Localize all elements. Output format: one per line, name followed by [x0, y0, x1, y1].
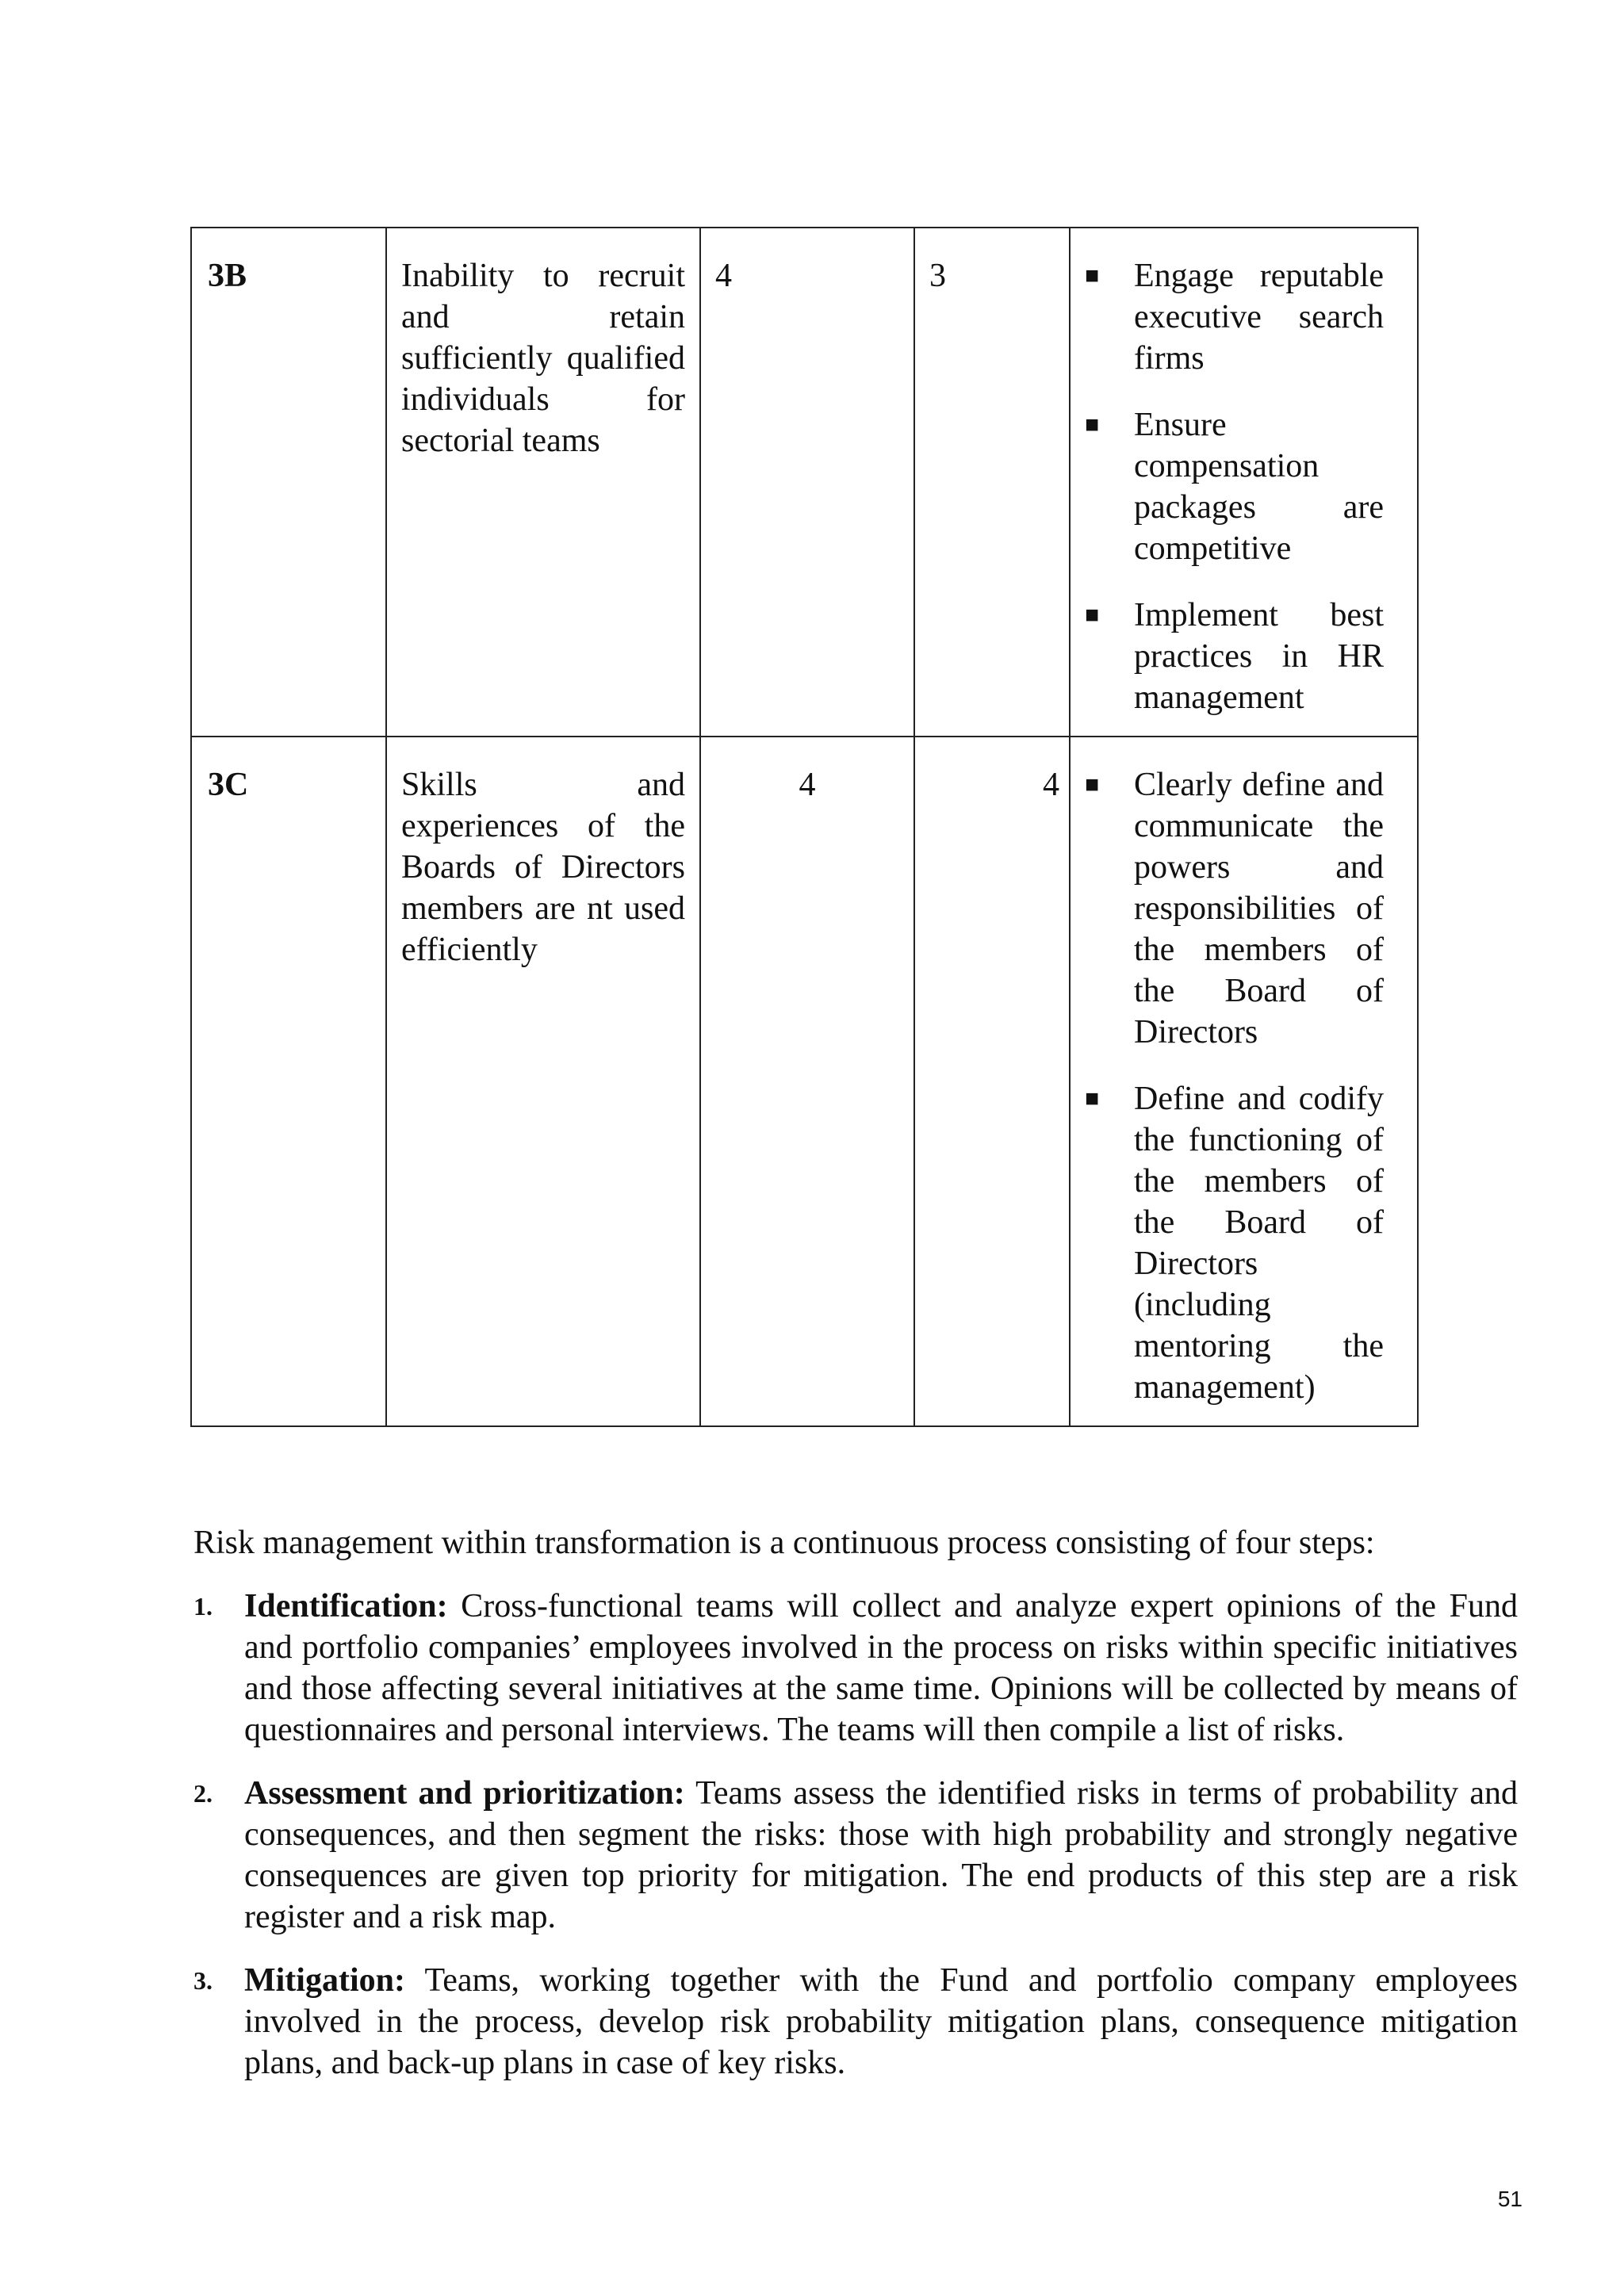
table-row [191, 228, 1418, 737]
step-text: Teams assess the identified risks in terms of probability and consequences, and then segment the risks: those with high probability and strongly negative consequences are given top priority for mitigation. The end products of this step are a risk register and a risk map. [244, 1775, 1518, 1935]
risk-id: 3B [191, 228, 386, 737]
square-bullet-icon: ■ [1085, 411, 1100, 438]
intro-paragraph: Risk management within transformation is a continuous process consisting of four steps: [193, 1525, 1375, 1561]
step-number: 1. [193, 1592, 213, 1621]
risk-id: 3C [191, 737, 386, 1426]
mitigation-text: Implement best practices in HR management [1134, 597, 1384, 716]
list-item [1085, 404, 1384, 569]
mitigation-text: Define and codify the functioning of the members of the Board of Directors (including mentoring the management) [1134, 1081, 1384, 1406]
mitigation-text: Clearly define and communicate the powers and responsibilities of the members of the Board of Directors [1134, 767, 1384, 1050]
risk-impact: 3 [914, 228, 1070, 737]
risk-probability: 4 [700, 737, 914, 1426]
square-bullet-icon: ■ [1085, 1085, 1100, 1112]
step-text: Cross-functional teams will collect and analyze expert opinions of the Fund and portfolio companies’ employees involved in the process on risks within specific initiatives and those affecting several initiatives at the same time. Opinions will be collected by means of questionnaires and personal interviews. The teams will then compile a list of risks. [244, 1588, 1518, 1748]
steps-list [193, 1586, 1518, 2106]
risk-description: Inability to recruit and retain sufficiently qualified individuals for sectorial teams [386, 228, 700, 737]
mitigation-text: Engage reputable executive search firms [1134, 258, 1384, 377]
mitigation-list [1085, 764, 1384, 1408]
list-item [1085, 255, 1384, 379]
mitigation-cell [1070, 737, 1418, 1426]
risk-description: Skills and experiences of the Boards of Directors members are nt used efficiently [386, 737, 700, 1426]
risk-probability: 4 [700, 228, 914, 737]
step-number: 3. [193, 1966, 213, 1995]
list-item [1085, 595, 1384, 718]
mitigation-cell [1070, 228, 1418, 737]
step-item [193, 1586, 1518, 1751]
risk-impact: 4 [914, 737, 1070, 1426]
table-row [191, 737, 1418, 1426]
mitigation-list [1085, 255, 1384, 718]
risk-table [190, 227, 1419, 1427]
square-bullet-icon: ■ [1085, 771, 1100, 798]
step-item [193, 1960, 1518, 2084]
step-number: 2. [193, 1779, 213, 1808]
step-title: Mitigation: [244, 1962, 405, 1999]
step-title: Identification: [244, 1588, 448, 1624]
square-bullet-icon: ■ [1085, 262, 1100, 289]
step-title: Assessment and prioritization: [244, 1775, 685, 1812]
list-item [1085, 1078, 1384, 1408]
step-item [193, 1773, 1518, 1938]
page-number: 51 [1497, 2187, 1522, 2211]
list-item [1085, 764, 1384, 1053]
square-bullet-icon: ■ [1085, 602, 1100, 628]
mitigation-text: Ensure compensation packages are competitive [1134, 407, 1384, 567]
step-text: Teams, working together with the Fund and portfolio company employees involved in the process, develop risk probability mitigation plans, consequence mitigation plans, and back-up plans in case of key risks. [244, 1962, 1518, 2081]
